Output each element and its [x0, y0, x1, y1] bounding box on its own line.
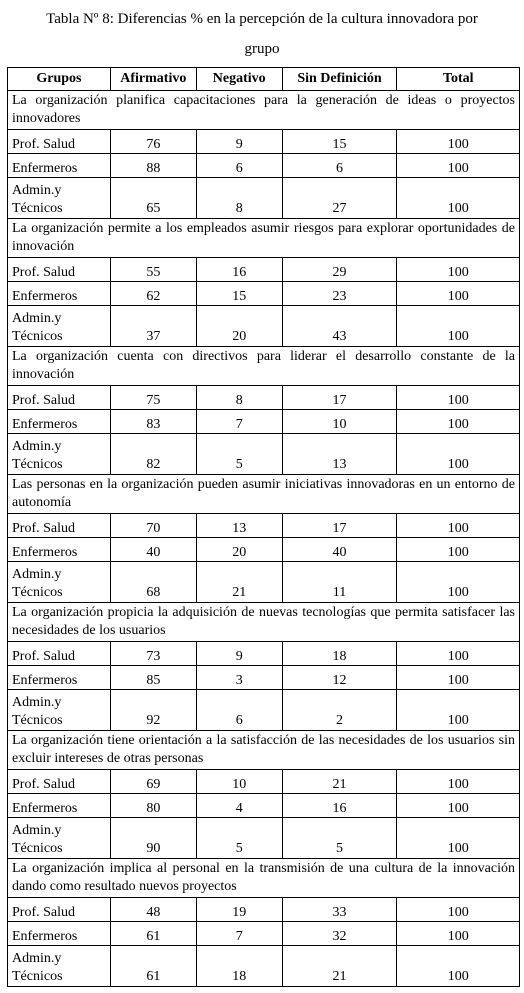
table-row — [8, 898, 520, 922]
table-row — [8, 770, 520, 794]
total-cell: 100 — [397, 410, 520, 434]
question-text: La organización implica al personal en la transmisión de una cultura de la innovación dando como resultado nuevos proyectos — [8, 859, 520, 898]
table-row — [8, 562, 520, 603]
table-row — [8, 946, 520, 987]
sin-definicion-cell: 33 — [282, 898, 397, 922]
negativo-cell: 13 — [196, 514, 282, 538]
afirmativo-cell: 40 — [110, 538, 196, 562]
sin-definicion-cell: 43 — [282, 306, 397, 347]
total-cell: 100 — [397, 946, 520, 987]
afirmativo-cell: 70 — [110, 514, 196, 538]
total-cell: 100 — [397, 794, 520, 818]
group-label: Prof. Salud — [12, 137, 75, 152]
group-cell — [8, 178, 111, 219]
group-cell — [8, 154, 111, 178]
group-label: Admin.y Técnicos — [12, 567, 63, 600]
afirmativo-cell: 83 — [110, 410, 196, 434]
afirmativo-cell: 62 — [110, 282, 196, 306]
total-cell: 100 — [397, 306, 520, 347]
table-row — [8, 538, 520, 562]
sin-definicion-cell: 17 — [282, 386, 397, 410]
group-label: Admin.y Técnicos — [12, 823, 63, 856]
group-cell — [8, 410, 111, 434]
total-cell: 100 — [397, 538, 520, 562]
question-row — [8, 91, 520, 130]
afirmativo-cell: 75 — [110, 386, 196, 410]
sin-definicion-cell: 17 — [282, 514, 397, 538]
total-cell: 100 — [397, 434, 520, 475]
sin-definicion-cell: 29 — [282, 258, 397, 282]
afirmativo-cell: 90 — [110, 818, 196, 859]
table-row — [8, 514, 520, 538]
sin-definicion-cell: 21 — [282, 946, 397, 987]
sin-definicion-cell: 18 — [282, 642, 397, 666]
group-cell — [8, 130, 111, 154]
group-label: Enfermeros — [12, 289, 78, 304]
question-row — [8, 859, 520, 898]
total-cell: 100 — [397, 514, 520, 538]
table-row — [8, 258, 520, 282]
negativo-cell: 15 — [196, 282, 282, 306]
table-caption — [0, 4, 524, 64]
question-text: Las personas en la organización pueden asumir iniciativas innovadoras en un entorno de autonomía — [8, 475, 520, 514]
sin-definicion-cell: 5 — [282, 818, 397, 859]
negativo-cell: 5 — [196, 434, 282, 475]
total-cell: 100 — [397, 666, 520, 690]
group-label: Prof. Salud — [12, 905, 75, 920]
header-total: Total — [397, 68, 520, 91]
total-cell: 100 — [397, 154, 520, 178]
group-label: Prof. Salud — [12, 265, 75, 280]
sin-definicion-cell: 15 — [282, 130, 397, 154]
afirmativo-cell: 55 — [110, 258, 196, 282]
total-cell: 100 — [397, 258, 520, 282]
question-text: La organización planifica capacitaciones para la generación de ideas o proyectos innovadores — [8, 91, 520, 130]
sin-definicion-cell: 16 — [282, 794, 397, 818]
group-label: Enfermeros — [12, 673, 78, 688]
afirmativo-cell: 65 — [110, 178, 196, 219]
total-cell: 100 — [397, 818, 520, 859]
negativo-cell: 20 — [196, 306, 282, 347]
group-label: Enfermeros — [12, 161, 78, 176]
group-label: Prof. Salud — [12, 777, 75, 792]
group-label: Admin.y Técnicos — [12, 695, 63, 728]
group-cell — [8, 434, 111, 475]
negativo-cell: 6 — [196, 690, 282, 731]
table-row — [8, 642, 520, 666]
afirmativo-cell: 73 — [110, 642, 196, 666]
question-row — [8, 731, 520, 770]
group-label: Enfermeros — [12, 801, 78, 816]
sin-definicion-cell: 6 — [282, 154, 397, 178]
total-cell: 100 — [397, 130, 520, 154]
sin-definicion-cell: 10 — [282, 410, 397, 434]
question-row — [8, 219, 520, 258]
negativo-cell: 20 — [196, 538, 282, 562]
header-negativo: Negativo — [196, 68, 282, 91]
group-cell — [8, 794, 111, 818]
sin-definicion-cell: 27 — [282, 178, 397, 219]
group-label: Enfermeros — [12, 929, 78, 944]
total-cell: 100 — [397, 178, 520, 219]
table-row — [8, 130, 520, 154]
total-cell: 100 — [397, 690, 520, 731]
sin-definicion-cell: 11 — [282, 562, 397, 603]
table-row — [8, 690, 520, 731]
group-cell — [8, 898, 111, 922]
group-cell — [8, 946, 111, 987]
group-label: Prof. Salud — [12, 393, 75, 408]
question-text: La organización permite a los empleados asumir riesgos para explorar oportunidades de innovación — [8, 219, 520, 258]
data-table — [7, 67, 520, 987]
table-row — [8, 666, 520, 690]
group-label: Enfermeros — [12, 417, 78, 432]
group-label: Enfermeros — [12, 545, 78, 560]
afirmativo-cell: 48 — [110, 898, 196, 922]
sin-definicion-cell: 23 — [282, 282, 397, 306]
table-row — [8, 154, 520, 178]
total-cell: 100 — [397, 922, 520, 946]
group-label: Admin.y Técnicos — [12, 311, 63, 344]
negativo-cell: 4 — [196, 794, 282, 818]
negativo-cell: 7 — [196, 410, 282, 434]
header-grupos: Grupos — [8, 68, 111, 91]
table-row — [8, 434, 520, 475]
table-row — [8, 282, 520, 306]
negativo-cell: 7 — [196, 922, 282, 946]
caption-line-2: grupo — [244, 41, 280, 57]
negativo-cell: 3 — [196, 666, 282, 690]
question-row — [8, 475, 520, 514]
negativo-cell: 9 — [196, 130, 282, 154]
question-text: La organización propicia la adquisición de nuevas tecnologías que permita satisfacer las necesidades de los usuarios — [8, 603, 520, 642]
group-cell — [8, 386, 111, 410]
group-cell — [8, 642, 111, 666]
table-row — [8, 794, 520, 818]
afirmativo-cell: 80 — [110, 794, 196, 818]
sin-definicion-cell: 12 — [282, 666, 397, 690]
table-row — [8, 922, 520, 946]
afirmativo-cell: 76 — [110, 130, 196, 154]
group-label: Prof. Salud — [12, 521, 75, 536]
sin-definicion-cell: 40 — [282, 538, 397, 562]
negativo-cell: 16 — [196, 258, 282, 282]
negativo-cell: 18 — [196, 946, 282, 987]
group-label: Admin.y Técnicos — [12, 439, 63, 472]
table-row — [8, 386, 520, 410]
caption-line-1: Tabla Nº 8: Diferencias % en la percepción de la cultura innovadora por — [46, 11, 478, 27]
group-label: Admin.y Técnicos — [12, 951, 63, 984]
total-cell: 100 — [397, 282, 520, 306]
negativo-cell: 9 — [196, 642, 282, 666]
total-cell: 100 — [397, 562, 520, 603]
header-row — [8, 68, 520, 91]
table-row — [8, 178, 520, 219]
sin-definicion-cell: 13 — [282, 434, 397, 475]
table-row — [8, 306, 520, 347]
table-row — [8, 818, 520, 859]
table-row — [8, 410, 520, 434]
question-row — [8, 603, 520, 642]
total-cell: 100 — [397, 642, 520, 666]
negativo-cell: 6 — [196, 154, 282, 178]
sin-definicion-cell: 21 — [282, 770, 397, 794]
afirmativo-cell: 92 — [110, 690, 196, 731]
group-cell — [8, 666, 111, 690]
negativo-cell: 8 — [196, 178, 282, 219]
sin-definicion-cell: 32 — [282, 922, 397, 946]
header-sin-definicion: Sin Definición — [282, 68, 397, 91]
afirmativo-cell: 37 — [110, 306, 196, 347]
afirmativo-cell: 68 — [110, 562, 196, 603]
negativo-cell: 19 — [196, 898, 282, 922]
total-cell: 100 — [397, 898, 520, 922]
group-cell — [8, 922, 111, 946]
group-label: Admin.y Técnicos — [12, 183, 63, 216]
header-afirmativo: Afirmativo — [110, 68, 196, 91]
negativo-cell: 10 — [196, 770, 282, 794]
afirmativo-cell: 88 — [110, 154, 196, 178]
sin-definicion-cell: 2 — [282, 690, 397, 731]
afirmativo-cell: 61 — [110, 922, 196, 946]
question-text: La organización cuenta con directivos para liderar el desarrollo constante de la innovación — [8, 347, 520, 386]
negativo-cell: 5 — [196, 818, 282, 859]
group-cell — [8, 306, 111, 347]
group-cell — [8, 258, 111, 282]
group-label: Prof. Salud — [12, 649, 75, 664]
afirmativo-cell: 61 — [110, 946, 196, 987]
afirmativo-cell: 69 — [110, 770, 196, 794]
group-cell — [8, 770, 111, 794]
group-cell — [8, 818, 111, 859]
group-cell — [8, 282, 111, 306]
afirmativo-cell: 82 — [110, 434, 196, 475]
group-cell — [8, 690, 111, 731]
negativo-cell: 21 — [196, 562, 282, 603]
total-cell: 100 — [397, 386, 520, 410]
negativo-cell: 8 — [196, 386, 282, 410]
question-row — [8, 347, 520, 386]
question-text: La organización tiene orientación a la satisfacción de las necesidades de los usuarios sin excluir intereses de otras personas — [8, 731, 520, 770]
table-body — [8, 91, 520, 987]
group-cell — [8, 562, 111, 603]
group-cell — [8, 514, 111, 538]
group-cell — [8, 538, 111, 562]
total-cell: 100 — [397, 770, 520, 794]
afirmativo-cell: 85 — [110, 666, 196, 690]
